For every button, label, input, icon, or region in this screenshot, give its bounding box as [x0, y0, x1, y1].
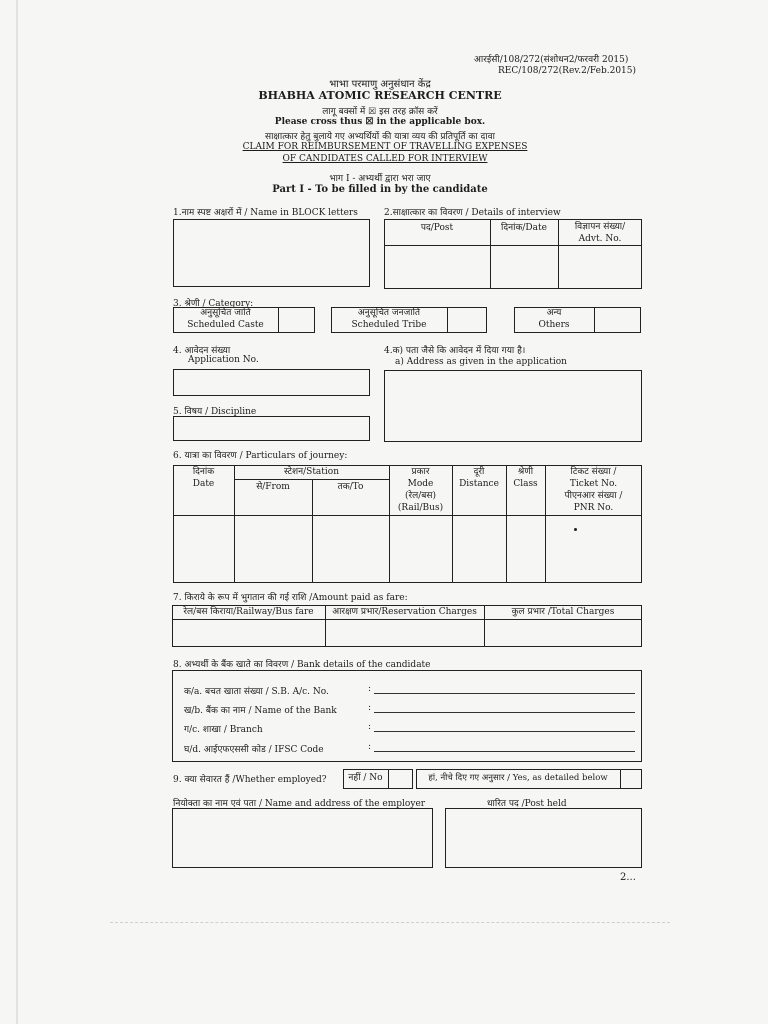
post-header: पद/Post — [420, 223, 454, 233]
no-checkbox[interactable] — [389, 770, 412, 788]
bank-name-input[interactable] — [374, 712, 635, 713]
claim-title-english-1: CLAIM FOR REIMBURSEMENT OF TRAVELLING EXPENSES — [242, 142, 528, 152]
part-title-hindi: भाग I - अभ्यर्थी द्वारा भरा जाए — [329, 174, 431, 184]
railway-fare-header: रेल/बस किराया/Railway/Bus fare — [183, 607, 314, 617]
pnr-header-hindi: पीएनआर संख्या / — [564, 491, 623, 501]
st-label-english: Scheduled Tribe — [351, 320, 427, 330]
journey-date-header-hindi: दिनांक — [192, 467, 215, 477]
discipline-label: 5. विषय / Discipline — [173, 407, 257, 417]
sb-account-input[interactable] — [374, 693, 635, 694]
journey-mode-input[interactable] — [390, 516, 452, 582]
fare-label: 7. किराये के रूप में भुगतान की गई राशि /Amount paid as fare: — [173, 593, 408, 603]
total-charges-header: कुल प्रभार /Total Charges — [511, 607, 615, 617]
sc-label-english: Scheduled Caste — [187, 320, 264, 330]
cross-instruction-english: Please cross thus ☒ in the applicable box. — [274, 117, 486, 127]
date-header: दिनांक/Date — [501, 223, 547, 233]
reference-english: REC/108/272(Rev.2/Feb.2015) — [498, 66, 637, 76]
class-header-english: Class — [513, 479, 538, 489]
pnr-header-english: PNR No. — [573, 503, 614, 513]
interview-details-label: 2.साक्षात्कार का विवरण / Details of interview — [384, 208, 561, 218]
distance-header-english: Distance — [459, 479, 499, 489]
yes-checkbox[interactable] — [621, 770, 641, 788]
station-header: स्टेशन/Station — [283, 467, 340, 477]
journey-date-input[interactable] — [174, 516, 234, 582]
application-no-label-hindi: 4. आवेदन संख्या — [173, 346, 231, 356]
sc-label-hindi: अनुसूचित जाति — [200, 308, 251, 318]
claim-title-english-2: OF CANDIDATES CALLED FOR INTERVIEW — [282, 154, 488, 164]
category-label: 3. श्रेणी / Category: — [173, 299, 254, 309]
discipline-input[interactable] — [173, 416, 370, 441]
to-header: तक/To — [337, 482, 364, 492]
reservation-charges-header: आरक्षण प्रभार/Reservation Charges — [332, 607, 477, 617]
sc-checkbox[interactable] — [279, 308, 314, 332]
stray-mark — [574, 528, 577, 531]
post-held-label: धारित पद /Post held — [487, 799, 567, 809]
employer-label: नियोक्ता का नाम एवं पता / Name and address of the employer — [173, 799, 426, 809]
sb-colon: : — [368, 684, 372, 694]
part-title-english: Part I - To be filled in by the candidate — [272, 184, 488, 195]
others-checkbox[interactable] — [595, 308, 640, 332]
no-label: नहीं / No — [348, 773, 383, 783]
address-label-english: a) Address as given in the application — [395, 357, 567, 367]
bank-details-label: 8. अभ्यर्थी के बैंक खाते का विवरण / Bank details of the candidate — [173, 660, 431, 670]
others-label-hindi: अन्य — [546, 308, 562, 318]
journey-from-input[interactable] — [235, 516, 312, 582]
sb-account-label: क/a. बचत खाता संख्या / S.B. A/c. No. — [184, 687, 329, 697]
branch-input[interactable] — [374, 731, 635, 732]
advt-header-english: Advt. No. — [578, 234, 622, 244]
name-label: 1.नाम स्पष्ट अक्षरों में / Name in BLOCK letters — [173, 208, 358, 218]
application-no-label-english: Application No. — [188, 355, 259, 365]
class-header-hindi: श्रेणी — [517, 467, 534, 477]
mode-rail-english: (Rail/Bus) — [397, 503, 444, 513]
employed-label: 9. क्या सेवारत हैं /Whether employed? — [173, 775, 327, 785]
mode-header-english: Mode — [407, 479, 434, 489]
org-name-english: BHABHA ATOMIC RESEARCH CENTRE — [258, 89, 502, 102]
org-name-hindi: भाभा परमाणु अनुसंधान केंद्र — [329, 79, 431, 90]
page-bottom-divider — [110, 922, 670, 923]
reference-hindi: आरईसी/108/272(संशोधन2/फरवरी 2015) — [474, 55, 629, 65]
application-no-input[interactable] — [173, 369, 370, 396]
branch-colon: : — [368, 722, 372, 732]
ticket-header-hindi: टिकट संख्या / — [570, 467, 617, 477]
bank-name-label: ख/b. बैंक का नाम / Name of the Bank — [184, 706, 337, 716]
post-held-input[interactable] — [445, 808, 642, 868]
from-header: से/From — [256, 482, 290, 492]
next-page-indicator: 2... — [620, 872, 636, 883]
ticket-header-english: Ticket No. — [569, 479, 618, 489]
st-label-hindi: अनुसूचित जनजाति — [357, 308, 421, 318]
journey-class-input[interactable] — [507, 516, 545, 582]
mode-header-hindi: प्रकार — [411, 467, 430, 477]
address-label-hindi: 4.क) पता जैसे कि आवेदन में दिया गया है। — [384, 346, 526, 356]
journey-distance-input[interactable] — [453, 516, 506, 582]
advt-input[interactable] — [559, 246, 641, 288]
st-checkbox[interactable] — [448, 308, 486, 332]
employer-input[interactable] — [172, 808, 433, 868]
journey-ticket-input[interactable] — [546, 516, 641, 582]
name-input-box[interactable] — [173, 219, 370, 287]
ifsc-colon: : — [368, 742, 372, 752]
address-input[interactable] — [384, 370, 642, 442]
ifsc-label: घ/d. आईएफएससी कोड / IFSC Code — [184, 745, 324, 755]
total-charges-input[interactable] — [485, 620, 641, 646]
reservation-charges-input[interactable] — [326, 620, 484, 646]
others-label-english: Others — [538, 320, 570, 330]
advt-header-hindi: विज्ञापन संख्या/ — [574, 222, 626, 232]
ifsc-input[interactable] — [374, 751, 635, 752]
mode-rail-hindi: (रेल/बस) — [404, 491, 437, 501]
post-input[interactable] — [385, 246, 490, 288]
journey-to-input[interactable] — [313, 516, 389, 582]
yes-label: हां, नीचे दिए गए अनुसार / Yes, as detailed below — [428, 773, 608, 783]
distance-header-hindi: दूरी — [473, 467, 485, 477]
claim-title-hindi: साक्षात्कार हेतु बुलाये गए अभ्यर्थियों की यात्रा व्यय की प्रतिपूर्ति का दावा — [265, 132, 495, 142]
railway-fare-input[interactable] — [173, 620, 325, 646]
branch-label: ग/c. शाखा / Branch — [184, 725, 263, 735]
journey-date-header-english: Date — [192, 479, 215, 489]
date-input[interactable] — [491, 246, 558, 288]
cross-instruction-hindi: लागू बक्सों में ☒ इस तरह क्रॉस करें — [322, 107, 438, 117]
scan-edge — [16, 0, 18, 1024]
journey-label: 6. यात्रा का विवरण / Particulars of journey: — [173, 451, 348, 461]
bank-colon: : — [368, 703, 372, 713]
